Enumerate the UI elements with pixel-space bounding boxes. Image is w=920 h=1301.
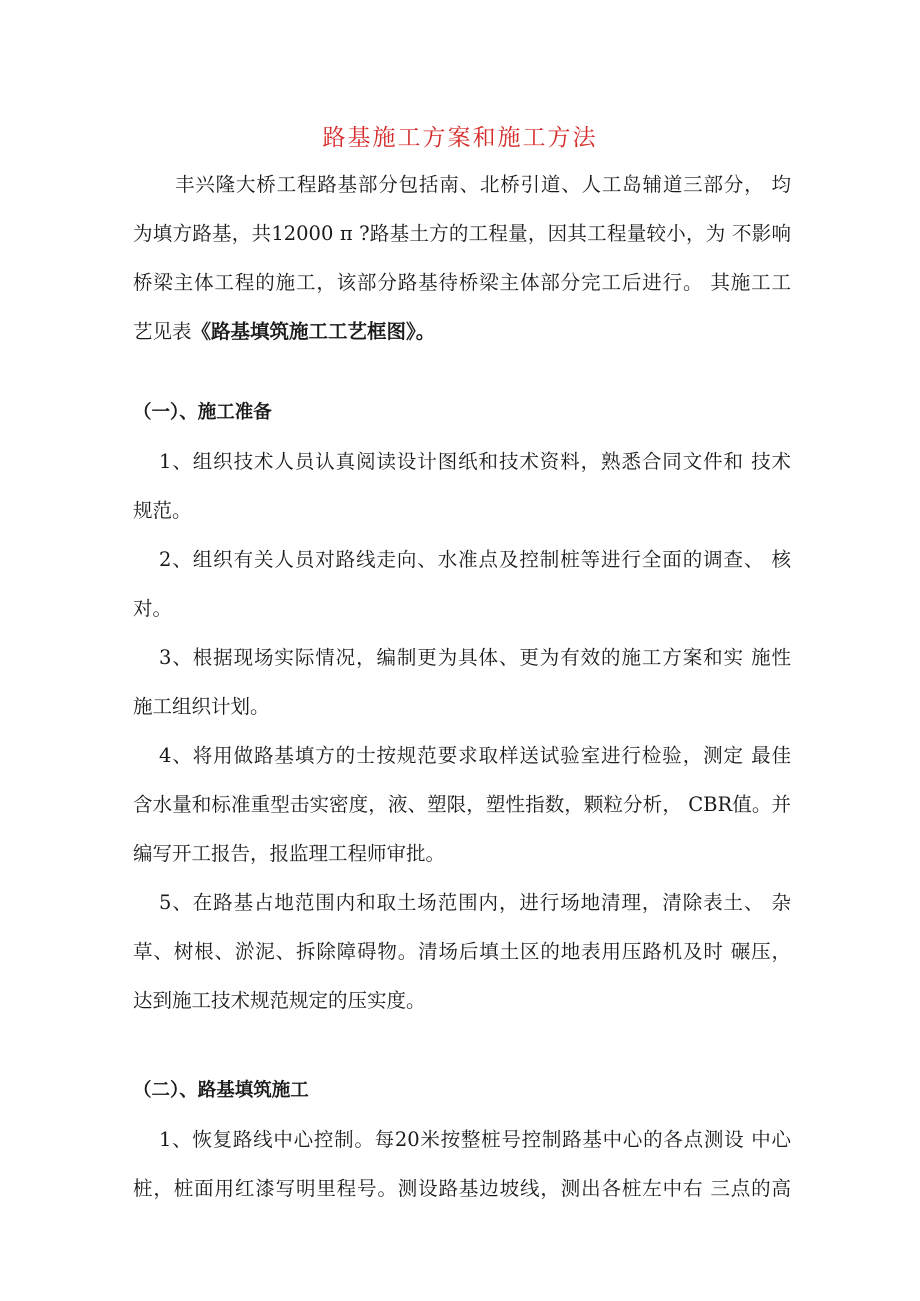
document-title: 路基施工方案和施工方法 [322,125,598,151]
prep-item-5-line-3: 达到施工技术规范规定的压实度。 [133,989,426,1012]
flowchart-reference: 《路基填筑施工工艺框图》。 [191,320,436,343]
fill-construction-list [133,1123,791,1221]
intro-line-3: 桥梁主体工程的施工，该部分路基待桥梁主体部分完工后进行。 其施工工 [133,271,791,294]
prep-item-4-line-2: 含水量和标准重型击实密度，液、塑限，塑性指数，颗粒分析， CBR值。并 [133,793,791,816]
prep-item-1-line-2: 规范。 [133,499,192,522]
section-heading-fill-construction: （二）、路基填筑施工 [133,1080,309,1101]
prep-item-2-line-2: 对。 [133,597,173,620]
intro-line-1: 丰兴隆大桥工程路基部分包括南、北桥引道、人工岛辅道三部分， 均 [175,173,791,196]
prep-item-5-line-2: 草、树根、淤泥、拆除障碍物。清场后填土区的地表用压路机及时 碾压， [133,940,791,963]
prep-item-1-line-1: 1、组织技术人员认真阅读设计图纸和技术资料，熟悉合同文件和 技术 [159,450,791,473]
fill-item-1-line-1: 1、恢复路线中心控制。每20米按整桩号控制路基中心的各点测设 中心 [159,1128,791,1151]
prep-item-4-line-3: 编写开工报告，报监理工程师审批。 [133,842,446,865]
prep-item-4-line-1: 4、将用做路基填方的士按规范要求取样送试验室进行检验，测定 最佳 [159,744,791,767]
intro-line-4-prefix: 艺见表 [133,320,192,343]
fill-item-1-line-2: 桩，桩面用红漆写明里程号。测设路基边坡线，测出各桩左中右 三点的高 [133,1177,791,1200]
section-heading-preparation: （一）、施工准备 [133,402,272,423]
prep-item-2-line-1: 2、组织有关人员对路线走向、水准点及控制桩等进行全面的调查、 核 [159,548,791,571]
prep-item-3-line-1: 3、根据现场实际情况，编制更为具体、更为有效的施工方案和实 施性 [159,646,791,669]
prep-item-3-line-2: 施工组织计划。 [133,695,270,718]
intro-line-4 [133,315,791,364]
prep-item-5-line-1: 5、在路基占地范围内和取土场范围内，进行场地清理，清除表土、 杂 [159,891,791,914]
intro-paragraph [133,168,791,364]
preparation-list [133,445,791,1033]
intro-line-2: 为填方路基，共12000 π ?路基土方的工程量，因其工程量较小，为 不影响 [133,222,791,245]
